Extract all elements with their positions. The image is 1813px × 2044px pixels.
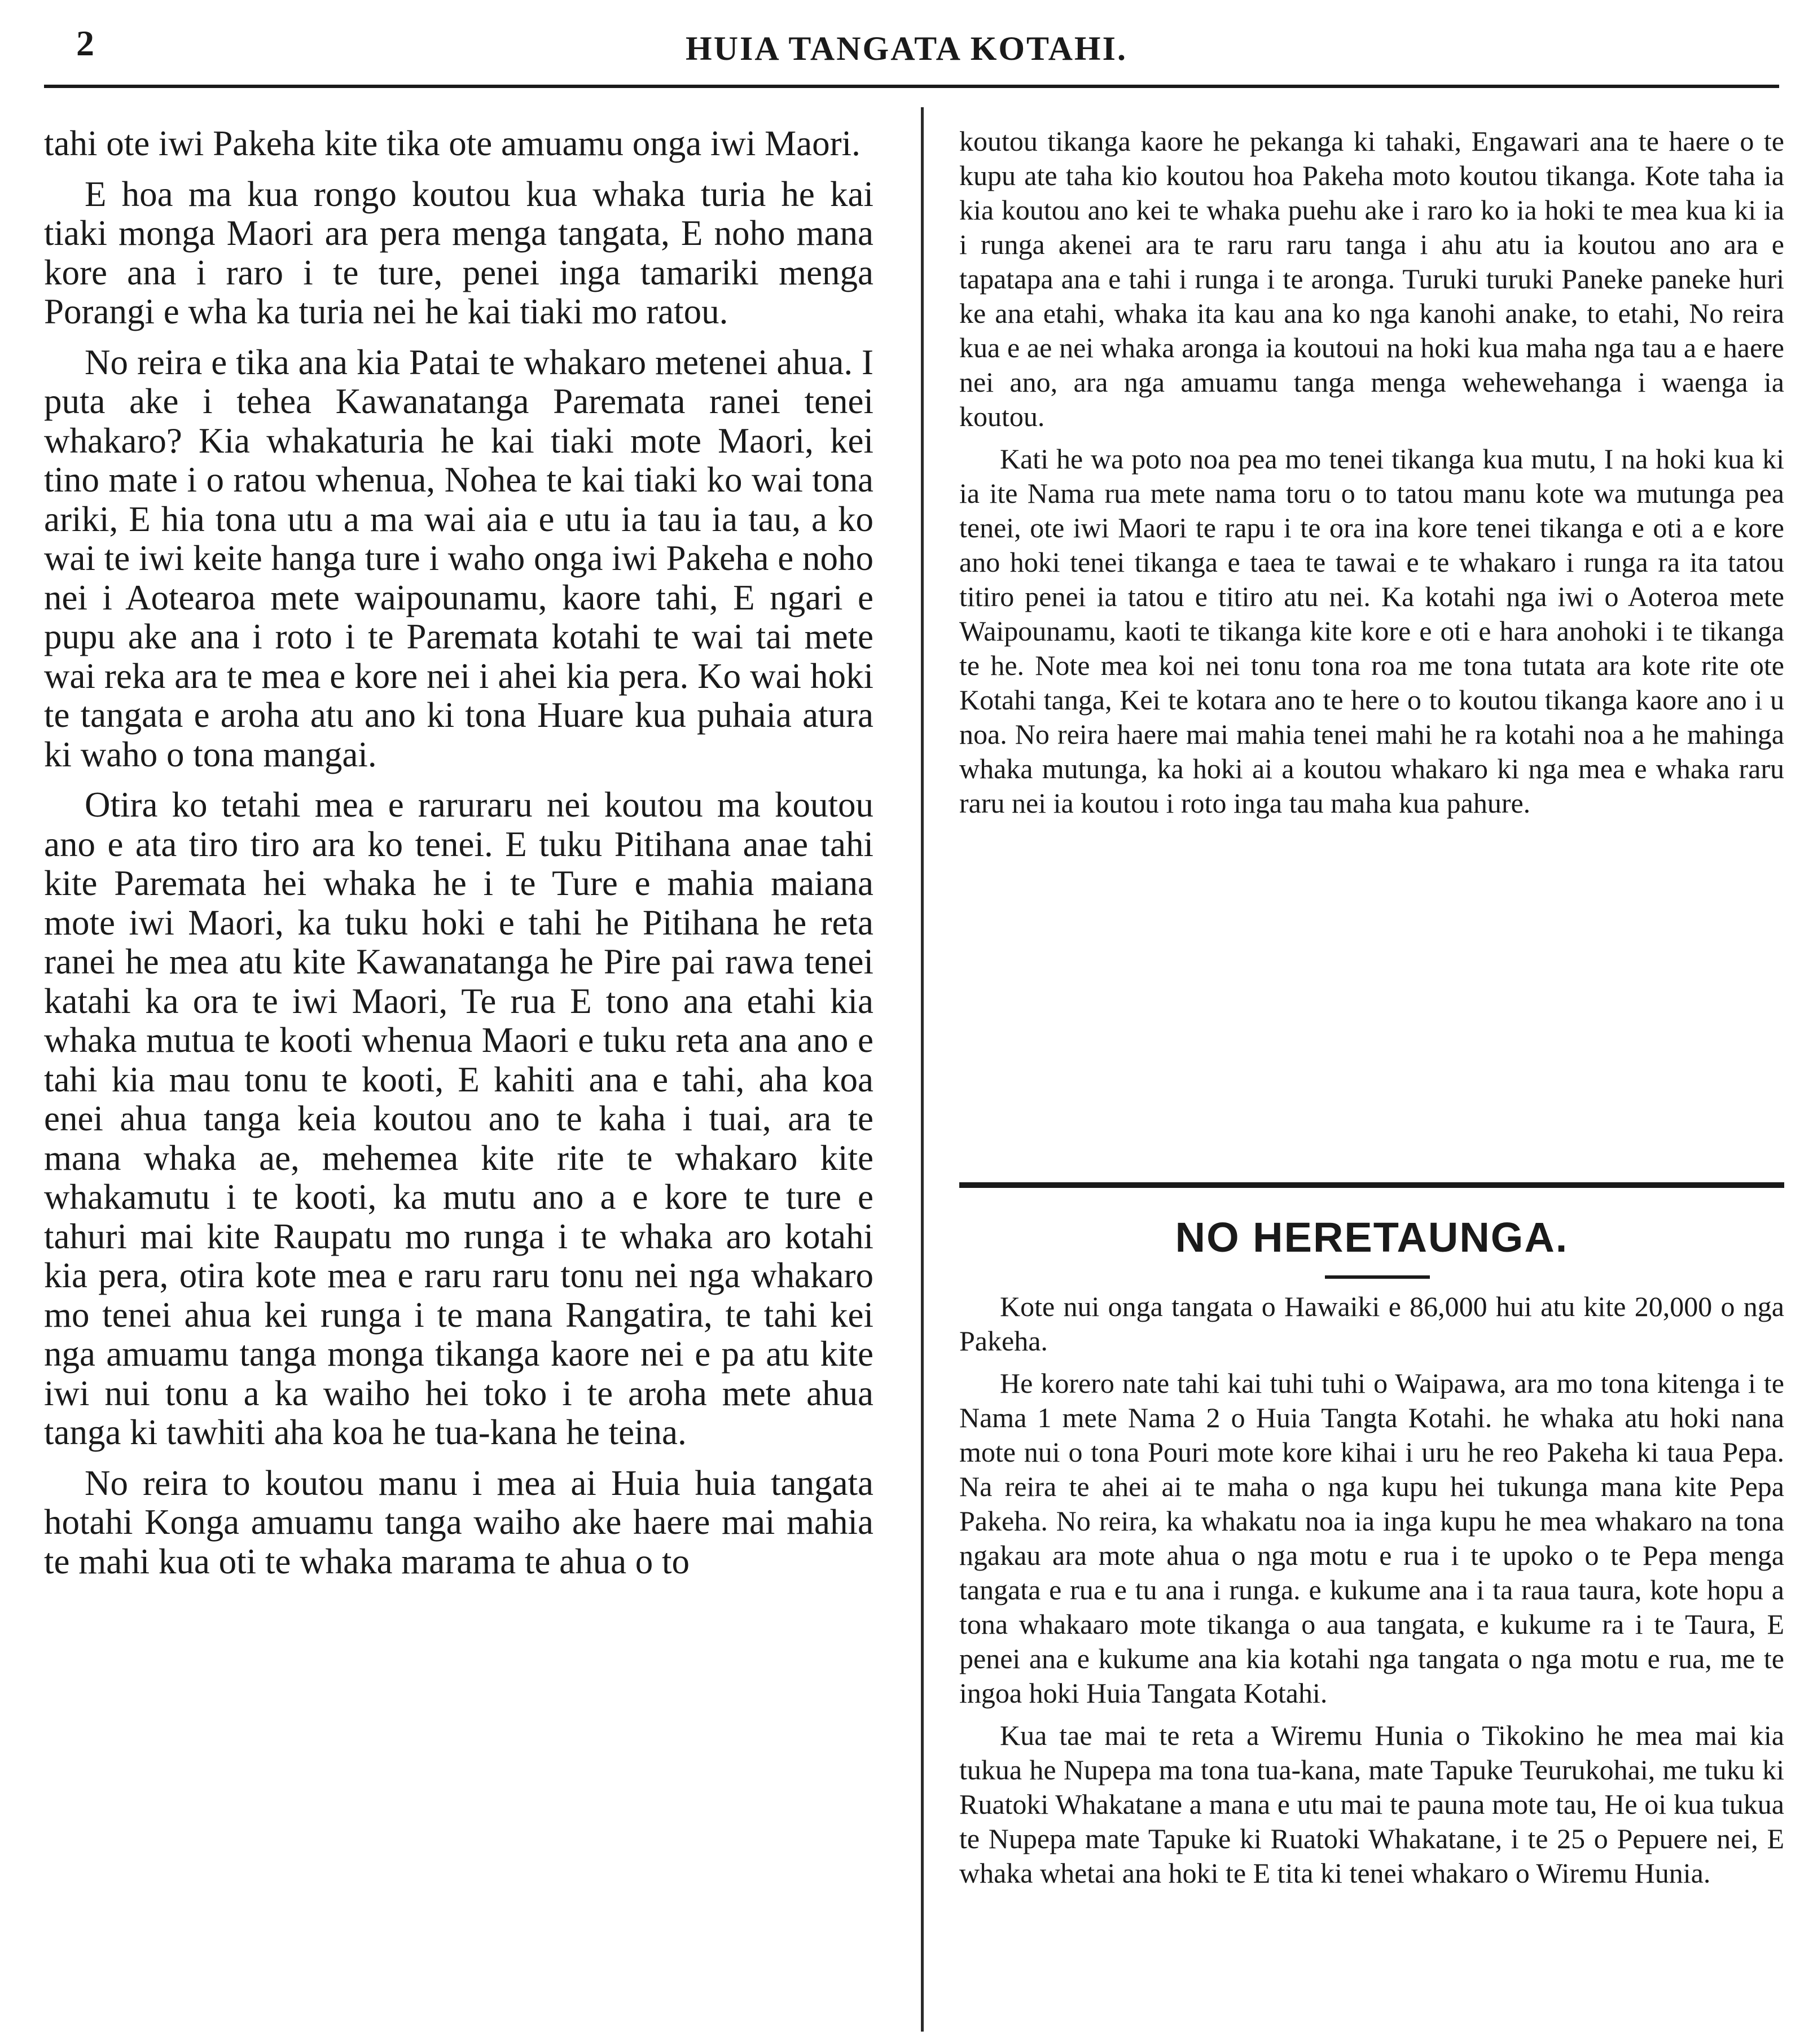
section-heading: NO HERETAUNGA.	[1175, 1214, 1569, 1261]
section-body	[959, 1289, 1784, 1898]
header-rule	[44, 85, 1779, 88]
right-column	[959, 124, 1784, 828]
page-header	[0, 0, 1813, 85]
article-paragraph: tahi ote iwi Pakeha kite tika ote amuamu onga iwi Maori.	[44, 124, 861, 163]
section-divider-rule	[959, 1182, 1784, 1188]
article-paragraph: Otira ko tetahi mea e raruraru nei koutou ma koutou ano e ata tiro tiro ara ko tenei. E tuku Pitihana anae tahi kite Paremata hei whaka he i te Ture e mahia maiana mote iwi Maori, ka tuku hoki e tahi he Pitihana he reta ranei he mea atu kite Kawanatanga he Pire pai rawa tenei katahi ka ora te iwi Maori, Te rua E tono ana etahi kia whaka mutua te kooti whenua Maori e tuku reta ana ano e tahi kia mau tonu te kooti, E kahiti ana e tahi, aha koa enei ahua tanga keia koutou ano te kaha i tuai, ara te mana whaka ae, mehemea kite rite te whakaro kite whakamutu i te kooti, ka mutu ano a e kore te ture e tahuri mai kite Raupatu mo runga i te whaka aro kotahi kia pera, otira kote mea e raru raru tonu nei nga whakaro mo tenei ahua kei runga i te mana Rangatira, te tahi kei nga amuamu tanga monga tikanga kaore nei e pa atu kite iwi nui tonu a ka waiho hei toko i te aroha mete ahua tanga ki tawhiti aha koa he tua-kana he teina.	[44, 785, 873, 1452]
section-paragraph: He korero nate tahi kai tuhi tuhi o Waipawa, ara mo tona kitenga i te Nama 1 mete Nama 2 o Huia Tangta Kotahi. he whaka atu hoki nana mote nui o tona Pouri mote kore kihai i uru he reo Pakeha ki taua Pepa. Na reira te ahei ai te maha o nga kupu hei tukunga mana kite Pepa Pakeha. No reira, ka whakatu noa ia inga kupu he mea whakaro na tona ngakau ara mote ahua o nga motu e rua i te upoko o te Pepa menga tangata e rua e tu ana i runga. e kukume ana i ta raua taura, kote hopu a tona whakaaro mote tikanga o aua tangata, e kukume ra i te Taura, E penei ana e kukume ana kia kotahi nga tangata o nga motu e rua, me te ingoa hoki Huia Tangata Kotahi.	[959, 1367, 1784, 1709]
article-paragraph: Kati he wa poto noa pea mo tenei tikanga kua mutu, I na hoki kua ki ia ite Nama rua mete nama toru o to tatou manu kote wa mutunga pea tenei, ote iwi Maori te rapu i te ora ina kore tenei tikanga e oti a e kore ano hoki tenei tikanga e taea te tawai e te whakaro i runga ra ita tatou titiro penei ia tatou e titiro atu nei. Ka kotahi nga iwi o Aoteroa mete Waipounamu, kaoti te tikanga kite kore e oti e hara anohoki i te tikanga te he. Note mea koi nei tonu tona roa me tona tutata ara kote rite ote Kotahi tanga, Kei te kotara ano te here o to koutou tikanga kaore ano i u noa. No reira haere mai mahia tenei mahi he ra kotahi noa a he mahinga whaka mutunga, ka hoki ai a koutou whakaro ki nga mea e whaka raru raru nei ia koutou i roto inga tau maha kua pahure.	[959, 443, 1784, 819]
page-number: 2	[76, 23, 94, 63]
article-paragraph: No reira to koutou manu i mea ai Huia huia tangata hotahi Konga amuamu tanga waiho ake haere mai mahia te mahi kua oti te whaka marama te ahua o to	[44, 1463, 873, 1581]
article-paragraph: koutou tikanga kaore he pekanga ki tahaki, Engawari ana te haere o te kupu ate taha kio koutou hoa Pakeha moto koutou tikanga. Kote taha ia kia koutou ano kei te whaka puehu ake i raro ko ia hoki te mea kua ki ia i runga akenei ara te raru raru tanga i ahu atu ia koutou ano ara e tapatapa ana e tahi i runga i te aronga. Turuki turuki Paneke paneke huri ke ana etahi, whaka ita kau ana ko nga kanohi anake, to etahi, No reira kua e ae nei whaka aronga ia koutoui na hoki kua maha nga tau a e haere nei ano, ara nga amuamu tanga menga wehewehanga i waenga ia koutou.	[959, 125, 1784, 432]
article-paragraph: E hoa ma kua rongo koutou kua whaka turia he kai tiaki monga Maori ara pera menga tangata, E noho mana kore ana i raro i te ture, penei inga tamariki menga Porangi e wha ka turia nei he kai tiaki mo ratou.	[44, 174, 873, 331]
column-divider	[921, 107, 924, 2032]
section-paragraph: Kua tae mai te reta a Wiremu Hunia o Tikokino he mea mai kia tukua he Nupepa ma tona tua-kana, mate Tapuke Teurukohai, me tuku ki Ruatoki Whakatane a mana e utu mai te pauna mote tau, He oi kua tukua te Nupepa mate Tapuke ki Ruatoki Whakatane, i te 25 o Pepuere nei, E whaka whetai ana hoki te E tita ki tenei whakaro o Wiremu Hunia.	[959, 1720, 1784, 1889]
left-column	[44, 124, 873, 1593]
running-title: HUIA TANGATA KOTAHI.	[686, 30, 1127, 67]
article-paragraph: No reira e tika ana kia Patai te whakaro metenei ahua. I puta ake i tehea Kawanatanga Paremata ranei tenei whakaro? Kia whakaturia he kai tiaki mote Maori, kei tino mate i o ratou whenua, Nohea te kai tiaki ko wai tona ariki, E hia tona utu a ma wai aia e utu ia tau ia tau, a ko wai te iwi keite hanga ture i waho onga iwi Pakeha e noho nei i Aotearoa mete waipounamu, kaore tahi, E ngari e pupu ake ana i roto i te Paremata kotahi te wai tai mete wai reka ara te mea e kore nei i ahei kia pera. Ko wai hoki te tangata e aroha atu ano ki tona Huare kua puhaia atura ki waho o tona mangai.	[44, 342, 873, 774]
heading-underline	[1325, 1275, 1430, 1279]
section-paragraph: Kote nui onga tangata o Hawaiki e 86,000 hui atu kite 20,000 o nga Pakeha.	[959, 1291, 1784, 1357]
